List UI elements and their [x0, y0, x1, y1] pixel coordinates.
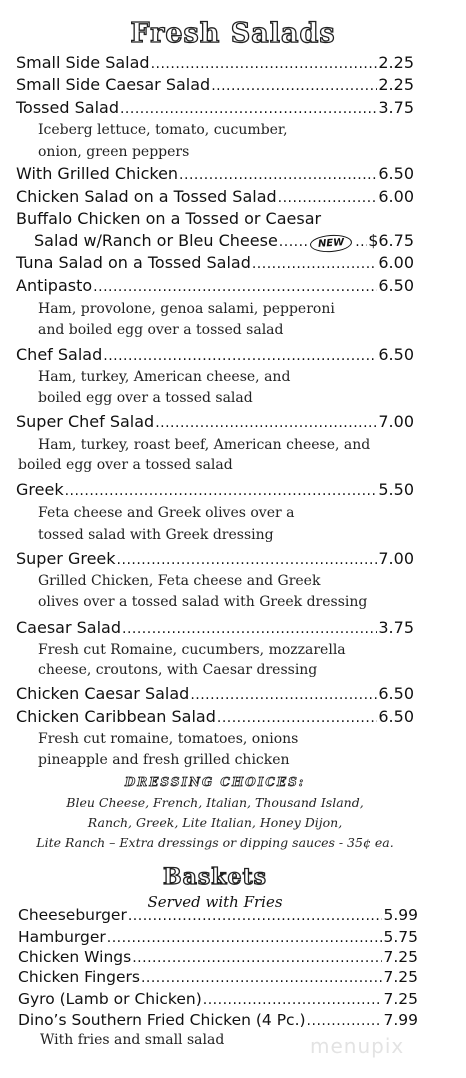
dot-leader: [355, 234, 367, 250]
dot-leader: [141, 970, 383, 986]
item-price: 6.50: [378, 164, 414, 183]
item-price: 5.75: [383, 928, 418, 946]
item-name: Chicken Salad on a Tossed Salad: [16, 187, 277, 206]
item-price: 3.75: [378, 618, 414, 637]
item-price: 7.99: [383, 1011, 418, 1029]
item-price: 7.25: [383, 968, 418, 986]
menu-item: [16, 684, 414, 706]
item-description: Ham, turkey, American cheese, and: [38, 369, 291, 385]
item-price: $6.75: [368, 231, 414, 250]
dressing-line: Bleu Cheese, French, Italian, Thousand Island,: [66, 795, 364, 810]
item-description: Feta cheese and Greek olives over a: [38, 505, 295, 521]
menu-item: [16, 164, 414, 186]
item-name: Super Chef Salad: [16, 412, 155, 431]
menu-item: [18, 948, 418, 968]
item-description: onion, green peppers: [38, 144, 190, 160]
item-price: 5.50: [378, 480, 414, 499]
item-description: Fresh cut romaine, tomatoes, onions: [38, 731, 299, 747]
menu-item: [16, 412, 414, 434]
item-name: Antipasto: [16, 276, 93, 295]
item-name: Chef Salad: [16, 345, 103, 364]
item-name: Super Greek: [16, 549, 116, 568]
dot-leader: [107, 930, 383, 946]
dot-leader: [132, 950, 382, 966]
dot-leader: [151, 56, 378, 72]
item-price: 2.25: [378, 53, 414, 72]
new-badge: NEW: [309, 234, 352, 254]
dot-leader: [279, 234, 307, 250]
item-name: Cheeseburger: [18, 906, 127, 924]
dot-leader: [117, 552, 378, 568]
item-price: 7.00: [378, 549, 414, 568]
menu-item: [16, 53, 414, 75]
dot-leader: [103, 348, 377, 364]
menu-item: [16, 187, 414, 209]
menu-item: [16, 98, 414, 120]
dot-leader: [203, 992, 383, 1008]
dot-leader: [65, 483, 378, 499]
menu-item: [16, 618, 414, 640]
baskets-title: Baskets: [162, 864, 268, 890]
menu-item: [18, 928, 418, 948]
item-price: 6.50: [378, 276, 414, 295]
dot-leader: [211, 78, 377, 94]
item-description: Ham, turkey, roast beef, American cheese, and: [38, 437, 371, 453]
item-name: Small Side Caesar Salad: [16, 75, 211, 94]
item-price: 5.99: [383, 906, 418, 924]
menu-item: [18, 906, 418, 926]
menu-item: [18, 1011, 418, 1031]
dot-leader: [122, 621, 377, 637]
item-description: Iceberg lettuce, tomato, cucumber,: [38, 122, 288, 138]
item-name: Tossed Salad: [16, 98, 119, 117]
dressing-line: Lite Ranch – Extra dressings or dipping sauces - 35¢ ea.: [36, 835, 394, 850]
salads-title: Fresh Salads: [130, 18, 336, 49]
dressing-line: Ranch, Greek, Lite Italian, Honey Dijon,: [87, 815, 343, 830]
baskets-subtitle: Served with Fries: [147, 893, 283, 911]
item-description: Ham, provolone, genoa salami, pepperoni: [38, 301, 335, 317]
dot-leader: [155, 415, 377, 431]
menu-item: [16, 345, 414, 367]
item-price: 6.00: [378, 253, 414, 272]
item-price: 6.50: [378, 684, 414, 703]
item-description: cheese, croutons, with Caesar dressing: [38, 662, 318, 678]
item-description: pineapple and fresh grilled chicken: [38, 752, 290, 768]
item-price: 6.00: [378, 187, 414, 206]
item-price: 7.25: [383, 948, 418, 966]
item-name: Chicken Caribbean Salad: [16, 707, 216, 726]
dot-leader: [278, 190, 378, 206]
dressing-heading: DRESSING CHOICES:: [124, 775, 306, 789]
item-price: 2.25: [378, 75, 414, 94]
item-description: and boiled egg over a tossed salad: [38, 322, 284, 338]
item-name: Chicken Fingers: [18, 968, 140, 986]
item-price: 7.25: [383, 990, 418, 1008]
item-name: Caesar Salad: [16, 618, 121, 637]
dot-leader: [93, 279, 377, 295]
dot-leader: [120, 101, 377, 117]
item-description: Grilled Chicken, Feta cheese and Greek: [38, 573, 321, 589]
menu-item: [18, 968, 418, 988]
item-name: Salad w/Ranch or Bleu Cheese: [34, 231, 278, 250]
item-description: With fries and small salad: [40, 1032, 225, 1048]
item-price: 6.50: [378, 345, 414, 364]
item-description: boiled egg over a tossed salad: [18, 457, 233, 473]
item-name: Small Side Salad: [16, 53, 150, 72]
item-price: 3.75: [378, 98, 414, 117]
item-name: Greek: [16, 480, 64, 499]
dot-leader: [128, 908, 383, 924]
menu-item: [16, 707, 414, 729]
item-price: 7.00: [378, 412, 414, 431]
menu-item: [34, 231, 414, 253]
watermark-logo: menupix: [310, 1034, 405, 1058]
dot-leader: [190, 687, 377, 703]
item-description: olives over a tossed salad with Greek dressing: [38, 594, 368, 610]
item-name: Chicken Caesar Salad: [16, 684, 190, 703]
dot-leader: [307, 1013, 383, 1029]
item-price: 6.50: [378, 707, 414, 726]
item-description: boiled egg over a tossed salad: [38, 390, 253, 406]
dot-leader: [217, 710, 378, 726]
menu-item: [18, 990, 418, 1010]
menu-item: [16, 480, 414, 502]
item-description: Fresh cut Romaine, cucumbers, mozzarella: [38, 642, 346, 658]
dot-leader: [252, 256, 378, 272]
item-name: With Grilled Chicken: [16, 164, 179, 183]
menu-item: [16, 253, 414, 275]
menu-item: [16, 276, 414, 298]
item-description: tossed salad with Greek dressing: [38, 527, 274, 543]
item-name: Buffalo Chicken on a Tossed or Caesar: [16, 209, 322, 228]
dot-leader: [179, 167, 377, 183]
menu-item: [16, 209, 414, 231]
menu-item: [16, 75, 414, 97]
item-name: Chicken Wings: [18, 948, 132, 966]
menu-item: [16, 549, 414, 571]
item-name: Tuna Salad on a Tossed Salad: [16, 253, 251, 272]
item-name: Hamburger: [18, 928, 106, 946]
item-name: Dino’s Southern Fried Chicken (4 Pc.): [18, 1011, 306, 1029]
item-name: Gyro (Lamb or Chicken): [18, 990, 202, 1008]
